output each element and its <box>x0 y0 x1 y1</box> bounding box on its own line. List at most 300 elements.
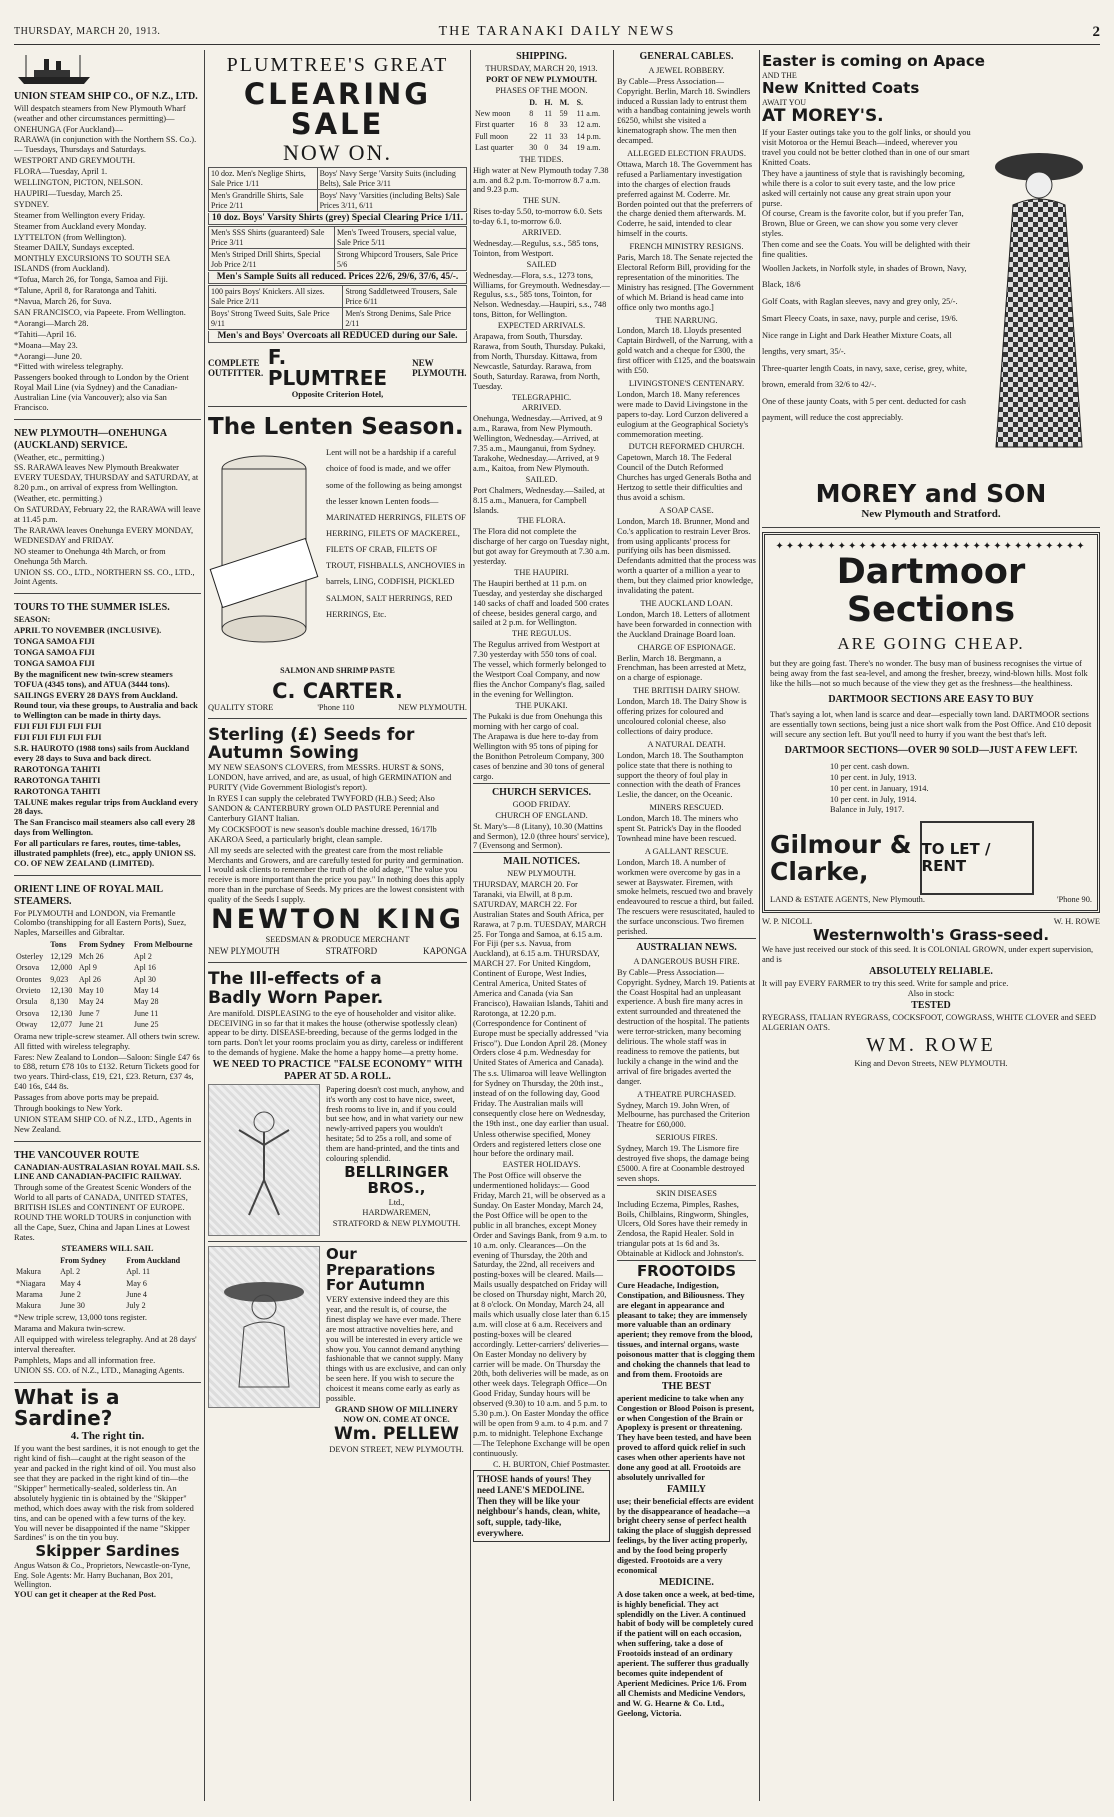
jar-label: SALMON AND SHRIMP PASTE <box>280 666 395 676</box>
plumtree-wide-3: Men's and Boys' Overcoats all REDUCED during our Sale. <box>208 331 467 343</box>
shipping-date: THURSDAY, MARCH 20, 1913. <box>485 63 598 73</box>
column-display-ads <box>762 50 1100 1801</box>
paper-practice: WE NEED TO PRACTICE "FALSE ECONOMY" WITH PAPER AT 5D. A ROLL. <box>212 1059 463 1082</box>
cable-heading: CHARGE OF ESPIONAGE. <box>637 642 736 652</box>
table-cell: Men's Grandrille Shirts, Sale Price 2/11 <box>209 190 318 212</box>
rowe-left: W. P. NICOLL <box>762 917 812 927</box>
column-shipping-ads <box>14 50 201 1801</box>
list-line: *Navua, March 26, for Suva. <box>14 297 112 307</box>
cable-heading: THE NARRUNG. <box>655 315 718 325</box>
table-row <box>14 974 201 985</box>
bellringer-name: BELLRINGER BROS., <box>344 1163 449 1197</box>
table-cell: May 14 <box>133 985 159 995</box>
easter-heading: EASTER HOLIDAYS. <box>502 1160 581 1170</box>
table-row <box>14 1266 201 1277</box>
gilmour-phone: 'Phone 90. <box>1056 895 1092 905</box>
morey-t1: Easter is coming on Apace <box>762 52 985 70</box>
table-row <box>209 308 467 330</box>
cables-heading: GENERAL CABLES. <box>639 51 734 62</box>
column-shipping-news <box>473 50 610 1801</box>
table-cell: 33 <box>559 131 568 141</box>
list-line: SAILINGS EVERY 28 DAYS from Auckland. <box>14 690 178 700</box>
morey-p4: Then come and see the Coats. You will be delighted with their fine qualities. <box>762 240 971 260</box>
paperhanger-icon <box>224 1100 304 1220</box>
ulimaroa-note: The s.s. Ulimaroa will leave Wellington for Sydney on Thursday, the 20th inst., instead of on the following day, Good Friday. The Australian mails will consequently close here on Wednesday, the 19th inst., one day earlier than usual. <box>473 1069 609 1128</box>
onehunga-service-ad <box>14 424 201 594</box>
now-on: NOW ON. <box>283 140 392 166</box>
table-cell: June 25 <box>133 1020 159 1030</box>
telegraphic-heading: TELEGRAPHIC. <box>511 392 572 402</box>
sterling-p2: In RYES I can supply the celebrated TWYFORD (H.B.) Seed; Also SANDON & CANTERBURY grown OLD PASTURE Perennial and Canterbury GIANT Italian. <box>208 794 439 823</box>
mail-body: THURSDAY, MARCH 20. For Taranaki, via Elwill, at 8 p.m. SATURDAY, MARCH 22. For Australian States and South Africa, per Rarawa, at 7 p.m. TUESDAY, MARCH 25. For Tonga and Samoa, at 6.15 a.m. For Fiji (per s.s. Navua, from Auckland), at 6.15 a.m. THURSDAY, MARCH 27. For United Kingdom, Continent of Europe, West Indies, Central America, United States of America and Canada (via San Francisco), Hawaiian Islands, Tahiti and Rarotonga, at 12.20 p.m. (Correspondence for Continent of Europe must be specially addressed "via Frisco"). Due London April 28. (Money Orders close 4 p.m. Wednesday for United States of America and Canada). <box>473 880 609 1068</box>
header-date: THURSDAY, MARCH 20, 1913. <box>14 26 161 37</box>
list-line: Golf Coats, with Raglan sleeves, navy and grey only, 25/-. <box>762 296 958 306</box>
table-cell: 19 a.m. <box>576 143 601 153</box>
plumtree-address: Opposite Criterion Hotel, <box>291 390 384 400</box>
newton-king-trade: SEEDSMAN & PRODUCE MERCHANT <box>265 935 410 945</box>
table-row <box>14 1019 201 1030</box>
orient-intro: For PLYMOUTH and LONDON, via Fremantle Colombo (transhipping for all Eastern Ports), Suez, Naples, Marseilles and Gibraltar. <box>14 908 187 938</box>
list-line: *Aorangi—June 20. <box>14 351 82 361</box>
table-cell: Apl 9 <box>78 963 97 973</box>
sterling-title: Sterling (£) Seeds for Autumn Sowing <box>208 724 415 763</box>
rowe-addr: King and Devon Streets, NEW PLYMOUTH. <box>854 1058 1008 1068</box>
paper-title: The Ill-effects of a <box>208 968 382 989</box>
star-border: ✦✦✦✦✦✦✦✦✦✦✦✦✦✦✦✦✦✦✦✦✦✦✦✦✦✦✦✦✦✦ <box>775 541 1087 553</box>
cable-heading: ALLEGED ELECTION FRAUDS. <box>627 149 746 159</box>
orient-table-body <box>14 951 201 1031</box>
vancouver-route-ad <box>14 1146 201 1384</box>
plumtree-table-1 <box>208 167 467 212</box>
table-row <box>209 249 467 271</box>
lady-in-coat-icon <box>978 127 1100 477</box>
list-line: FIJI FIJI FIJI FIJI FIJI <box>14 722 102 732</box>
list-line: LYTTELTON (from Wellington). <box>14 232 127 242</box>
list-line: RAROTONGA TAHITI <box>14 764 101 774</box>
table-row <box>14 996 201 1007</box>
header-rule <box>14 44 1100 45</box>
table-row <box>209 190 467 212</box>
table-cell: Osterley <box>16 951 44 961</box>
list-line: 10 per cent. in January, 1914. <box>830 783 929 793</box>
frootoids-p4: A dose taken once a week, at bed-time, is highly beneficial. They act splendidly on the Liver. A continued habit of body will be completely cured if the patient will on each occasion, when suffering, take a dose of Frootoids instead of an ordinary aperient. The sufferer thus gradually becomes quite independent of Aperient Medicines. Price 1/6. From all Chemists and Medicine Vendors, and W. G. Hearne & Co. Ltd., Geelong, Victoria. <box>617 1589 755 1718</box>
table-row <box>209 227 467 249</box>
frootoids-p3: use; their beneficial effects are evident by the disappearance of headache—a bright cheery sense of perfect health taking the place of sluggish depressed feelings, by the liver acting properly, and by the food being properly digested. Frootoids are a very economical <box>617 1496 754 1575</box>
column-divider <box>470 50 471 1801</box>
mail-place: NEW PLYMOUTH. <box>507 869 576 879</box>
vancouver-sail-head: STEAMERS WILL SAIL <box>61 1243 154 1253</box>
dartmoor-p2: That's saying a lot, when land is scarce and dear—especially town land. DARTMOOR sections are essentially town sections, being just a nice short walk from the Post Office. And £10 deposit will secure any section left. But you'll need to hurry if you want the best that's left. <box>770 710 1092 740</box>
table-row <box>14 962 201 973</box>
skipper-brand: Skipper Sardines <box>35 1542 180 1561</box>
australian-heading: AUSTRALIAN NEWS. <box>617 938 756 954</box>
table-header-cell: Tons <box>50 940 67 950</box>
table-row <box>14 1289 201 1300</box>
bellringer-addr: STRATFORD & NEW PLYMOUTH. <box>332 1219 461 1229</box>
vancouver-table-head <box>14 1255 201 1266</box>
paperhanger-illustration <box>208 1084 320 1236</box>
list-line: Three-quarter length Coats, in navy, saxe, cerise, grey, white, brown, emerald from 32/6 to 42/-. <box>762 363 967 389</box>
table-row <box>14 1278 201 1289</box>
knitted-coat-illustration <box>978 127 1100 477</box>
list-line: Orama new triple-screw steamer. All others twin screw. All fitted with wireless telegraphy. <box>14 1031 200 1051</box>
good-friday: GOOD FRIDAY. <box>512 799 571 809</box>
list-line: FLORA—Tuesday, April 1. <box>14 167 108 177</box>
table-cell: 59 <box>559 108 568 118</box>
list-line: HAUPIRI—Tuesday, March 25. <box>14 188 123 198</box>
cable-body: London, March 18. Brunner, Mond and Co.'s application to restrain Lever Bros. from using applicants' process for purifying oils has been dismissed. Defendants admitted that the process was worth a quarter of a million a year to them, but they claimed prior knowledge, invalidating the patent. <box>617 516 756 596</box>
expected-heading: EXPECTED ARRIVALS. <box>497 321 586 331</box>
table-cell: July 2 <box>126 1301 146 1311</box>
paste-jar-illustration <box>208 443 320 665</box>
haupiri-heading: THE HAUPIRI. <box>514 567 569 577</box>
sailed-body: Wednesday.—Flora, s.s., 1273 tons, Williams, for Greymouth. Wednesday.—Regulus, s.s., 585 tons, Tointon, for Nelson. Wednesday.—Haupiri, s.s., 748 tons, Bitton, for Wellington. <box>473 270 610 320</box>
list-line: For all particulars re fares, routes, time-tables, illustrated pamphlets (free), etc., apply UNION SS. CO. OF NEW ZEALAND (LIMITED). <box>14 839 196 868</box>
table-cell: Men's Strong Denims, Sale Price 2/11 <box>343 308 467 330</box>
sardine-body: If you want the best sardines, it is not enough to get the right kind of fish—caught at the right season of the year and packed in the right kind of oil. You must also see that they are packed in the right kind of tin—the "Skipper" hermetically-sealed, solderless tin. An absolutely hygienic tin is obtained by the "Skipper" method, which does away with the risk from soldered tins, and can be opened with a few turns of the key. You will never be disappointed if the name "Skipper Sardines" is on the tin you buy. <box>14 1444 200 1543</box>
rowe-p2: It will pay EVERY FARMER to try this seed. Write for sample and price. <box>762 978 1009 988</box>
table-cell: May 28 <box>133 997 159 1007</box>
list-line: APRIL TO NOVEMBER (INCLUSIVE). <box>14 626 162 636</box>
flora-heading: THE FLORA. <box>517 516 566 526</box>
list-line: UNION STEAM SHIP CO. of N.Z., LTD., Agents in New Zealand. <box>14 1114 192 1134</box>
easter-body: The Post Office will observe the undermentioned holidays:— Good Friday, March 21, will be observed as a Sunday. On Easter Monday, March 24, the Post Office will be open to the public in all branches, except Money Order and Savings Bank, from 9 a.m. to 10 a.m. only. Clearances—On the evening of Thursday, the 20th and Saturday, the 22nd, all receivers and posting-boxes will be cleared. Mails—Mails usually despatched on Friday will be closed on Thursday night, March 20, at 8 o'clock. On Monday, March 24, all mails which usually close later than 6.15 a.m. will close at 6 a.m. Receivers and posting-boxes will be cleared accordingly. Letter-carriers' deliveries—On Easter Monday no delivery by carrier will be made. On Thursday the 20th, both deliveries will be made, as on other week days. Telegraph Office—On Good Friday, Sunday hours will be observed (9.30) to 10 a.m. and 5 p.m. to 5.30 p.m.). On Easter Monday the office will be open from 9 a.m. to 4 p.m. and 7 p.m. to midnight. Telephone Exchange—The Telephone Exchange will be open continuously. <box>473 1171 610 1458</box>
frootoids-p2: aperient medicine to take when any Congestion or Blood Poison is present, or when Congestion of the Brain or Apoplexy is present or threatening. They have been tested, and have been proved to afford quick relief in such cases when other aperients have not done any good at all. Frootoids are absolutely unrivalled for <box>617 1393 754 1482</box>
rowe-stock: Also in stock: <box>907 989 955 999</box>
list-line: Fares: New Zealand to London—Saloon: Single £47 6s to £88, return £78 10s to £132. Return Tickets good for two years. Third-class, £19, £21, £23. Return, £37 4s, £40 16s, £44 8s. <box>14 1052 200 1092</box>
pukaki-heading: THE PUKAKI. <box>515 700 568 710</box>
table-row <box>14 985 201 996</box>
gilmour-name-1: Gilmour & <box>770 829 912 859</box>
morey-ad <box>762 50 1100 528</box>
list-line: *Aorangi—March 28. <box>14 318 89 328</box>
table-cell: June 30 <box>60 1301 85 1311</box>
inline-item: KAPONGA <box>422 946 467 957</box>
church-heading: CHURCH SERVICES. <box>473 783 610 799</box>
sardine-agents: Angus Watson & Co., Proprietors, Newcastle-on-Tyne, Eng. Sole Agents: Mr. Harry Buchanan, Box 201, Wellington. <box>14 1561 191 1590</box>
list-line: (Weather, etc., permitting.) <box>14 452 105 462</box>
table-cell: 12,077 <box>50 1020 73 1030</box>
table-cell: Apl 16 <box>133 963 156 973</box>
list-line: Round tour, via these groups, to Australia and back to Wellington can be made in thirty days. <box>14 701 198 721</box>
frootoids-medicine: MEDICINE. <box>659 1576 714 1588</box>
list-line: One of these jaunty Coats, with 5 per cent. deducted for cash payment, will reduce the cost appreciably. <box>762 396 966 422</box>
table-cell: Orsula <box>16 997 38 1007</box>
carter-left: QUALITY STORE <box>208 702 274 712</box>
column-cables <box>617 50 756 1801</box>
list-line: 10 per cent. in July, 1913. <box>830 772 917 782</box>
moon-table-body <box>473 108 610 154</box>
rowe-ad <box>762 917 1100 1068</box>
table-header-cell: From Auckland <box>126 1255 181 1265</box>
rent-house-sign: TO LET / RENT <box>920 821 1034 895</box>
rowe-right: W. H. ROWE <box>1053 917 1100 927</box>
clearing-sale: CLEARING SALE <box>243 76 432 142</box>
plumtree-footer <box>208 347 467 389</box>
table-cell: 12,130 <box>50 1008 73 1018</box>
list-line: (Weather, etc. permitting.) <box>14 494 103 504</box>
cable-body: Sydney, March 19. John Wren, of Melbourne, has purchased the Criterion Theatre for £60,000. <box>617 1100 750 1130</box>
list-line: 10 per cent. cash down. <box>830 761 910 771</box>
dartmoor-terms <box>770 762 1092 816</box>
cable-heading: A NATURAL DEATH. <box>647 739 726 749</box>
islands-tours-ad <box>14 598 201 876</box>
sardine-ad <box>14 1387 201 1600</box>
arrived-body: Wednesday.—Regulus, s.s., 585 tons, Tointon, from Westport. <box>473 238 599 258</box>
table-row <box>209 286 467 308</box>
list-line: TONGA SAMOA FIJI <box>14 636 95 646</box>
table-cell: 9,023 <box>50 974 69 984</box>
vancouver-table-body <box>14 1266 201 1312</box>
list-line: RAROTONGA TAHITI <box>14 786 101 796</box>
table-cell: 100 pairs Boys' Knickers. All sizes. Sale Price 2/11 <box>209 286 343 308</box>
list-line: WESTPORT AND GREYMOUTH. <box>14 156 136 166</box>
autumn-show: GRAND SHOW OF MILLINERY NOW ON. COME AT ONCE. <box>334 1404 459 1424</box>
plumtree-wide-2: Men's Sample Suits all reduced. Prices 22/6, 29/6, 37/6, 45/-. <box>208 272 467 284</box>
plumtree-ad <box>208 50 467 407</box>
list-line: WELLINGTON, PICTON, NELSON. <box>14 178 143 188</box>
page-number: 2 <box>1092 24 1100 40</box>
frootoids-family: FAMILY <box>667 1483 706 1495</box>
list-line: On SATURDAY, February 22, the RARAWA will leave at 11.45 p.m. <box>14 505 201 525</box>
table-cell: June 7 <box>78 1008 100 1018</box>
table-cell: Men's SSS Shirts (guaranteed) Sale Price 3/11 <box>209 227 335 249</box>
table-cell: Otway <box>16 1020 38 1030</box>
table-cell: 12,130 <box>50 985 73 995</box>
table-cell: 8 <box>544 120 549 130</box>
sardine-title: What is a Sardine? <box>14 1385 120 1431</box>
frootoids-title: FROOTOIDS <box>636 1262 737 1281</box>
table-row <box>14 1008 201 1019</box>
list-line: *Fitted with wireless telegraphy. <box>14 362 124 372</box>
table-cell: Last quarter <box>475 143 514 153</box>
list-line: By the magnificent new twin-screw steamers TOFUA (4345 tons), and ATUA (3444 tons). <box>14 669 173 689</box>
plumtree-right: NEW PLYMOUTH. <box>412 357 467 379</box>
rowe-p1: We have just received our stock of this seed. It is COLONIAL GROWN, under expert supervision, and is <box>762 944 1094 964</box>
dartmoor-ad <box>762 532 1100 913</box>
masthead: THE TARANAKI DAILY NEWS <box>438 24 676 39</box>
union-lines <box>14 125 201 413</box>
list-line: Woollen Jackets, in Norfolk style, in shades of Brown, Navy, Black, 18/6 <box>762 264 967 289</box>
sterling-p4: All my seeds are selected with the greatest care from the most reliable Merchants and Growers, and are carefully tested for purity and germination. I would ask clients to remember the truth of the old adage, "The value you receive is more important than the price you pay." In nothing does this apply more than in the purchase of Seeds. My prices are the lowest consistent with quality of the Seeds I supply. <box>208 845 465 905</box>
table-cell: May 4 <box>60 1278 81 1288</box>
list-line: UNION SS. CO. of N.Z., LTD., Managing Agents. <box>14 1366 185 1376</box>
table-row <box>473 108 610 119</box>
list-line: Marama and Makura twin-screw. <box>14 1323 126 1333</box>
table-cell: *Niagara <box>16 1278 46 1288</box>
list-line: Steamer from Wellington every Friday. <box>14 210 145 220</box>
list-line: SAN FRANCISCO, via Papeete. From Wellington. <box>14 307 186 317</box>
union-steamship-ad <box>14 50 201 420</box>
cable-heading: DUTCH REFORMED CHURCH. <box>628 442 745 452</box>
dartmoor-t3: ARE GOING CHEAP. <box>837 633 1025 653</box>
islands-lines <box>14 615 201 869</box>
table-cell: 16 <box>529 120 538 130</box>
list-line: Smart Fleecy Coats, in saxe, navy, purple and cerise, 19/6. <box>762 313 958 323</box>
list-line: Through bookings to New York. <box>14 1104 123 1114</box>
orient-table <box>14 939 201 1031</box>
table-row <box>209 168 467 190</box>
dartmoor-t2: Sections <box>846 589 1016 630</box>
table-cell: 12 a.m. <box>576 120 601 130</box>
paste-jar-icon <box>208 443 320 665</box>
unless-note: Unless otherwise specified, Money Orders and registered letters close one hour before the ordinary mail. <box>473 1129 602 1159</box>
orient-line-ad <box>14 880 201 1142</box>
morey-and: AND THE <box>762 70 797 80</box>
cable-heading: MINERS RESCUED. <box>649 803 724 813</box>
plumtree-table-3 <box>208 285 467 330</box>
cable-body: London, March 18. Lloyds presented Captain Birdwell, of the Narrung, with a gold watch and a cheque for £300, the first officer with £125, and the boatswain with £50. <box>617 326 756 376</box>
cable-heading: LIVINGSTONE'S CENTENARY. <box>628 378 745 388</box>
list-line: RARAWA (in conjunction with the Northern SS. Co.). — Tuesdays, Thursdays and Saturdays. <box>14 135 197 155</box>
table-cell: 34 <box>559 143 568 153</box>
table-cell: 11 <box>544 108 552 118</box>
cable-heading: THE AUCKLAND LOAN. <box>640 599 733 609</box>
union-title: UNION STEAM SHIP CO., OF N.Z., LTD. <box>14 90 198 102</box>
table-cell: 14 p.m. <box>576 131 601 141</box>
list-line: SS. RARAWA leaves New Plymouth Breakwater EVERY TUESDAY, THURSDAY and SATURDAY, at 8.20 p.m., on arrival of express from Wellington. <box>14 463 199 493</box>
mail-heading: MAIL NOTICES. <box>473 852 610 868</box>
vancouver-tail <box>14 1313 201 1376</box>
port-heading: PORT OF NEW PLYMOUTH. <box>486 74 597 84</box>
table-cell: Marama <box>16 1290 43 1300</box>
wallpaper-ad <box>208 967 467 1242</box>
moon-heading: PHASES OF THE MOON. <box>495 85 588 95</box>
table-cell: Strong Whipcord Trousers, Sale Price 5/6 <box>335 249 467 271</box>
list-line: SEASON: <box>14 615 51 625</box>
list-line: 10 per cent. in July, 1914. <box>830 794 917 804</box>
bellringer-trade: HARDWAREMEN, <box>362 1208 431 1218</box>
table-cell: Mch 26 <box>78 951 104 961</box>
lenten-body: Lent will not be a hardship if a careful choice of food is made, and we offer some of the following as being amongst the lesser known Lenten foods—MARINATED HERRINGS, FILETS OF HERRING, FILETS OF MACKEREL, FILETS OF CRAB, FILETS OF TROUT, FISHBALLS, ANCHOVIES in barrels, LING, CODFISH, PICKLED SALMON, SALT HERRINGS, RED HERRINGS, Etc. <box>326 447 466 619</box>
cable-heading: A THEATRE PURCHASED. <box>637 1089 736 1099</box>
table-cell: May 10 <box>78 985 104 995</box>
vancouver-lines <box>14 1183 201 1242</box>
table-cell: Apl. 11 <box>126 1267 150 1277</box>
skin-body: Including Eczema, Pimples, Rashes, Boils, Chilblains, Ringworm, Shingles, Ulcers, Old Sores have their remedy in Zendosa, the Rapid Healer. Sold in triangular pots at 1s 6d and 3s. Obtainable at Kidlock and Johnston's. <box>617 1199 749 1259</box>
cable-body: London, March 18. The miners who spent St. Patrick's Day in the flooded Townhead mine have been rescued. <box>617 814 742 843</box>
list-line: FIJI FIJI FIJI FIJI FIJI <box>14 733 102 743</box>
table-row <box>14 951 201 962</box>
morey-p2: They have a jauntiness of style that is ravishingly becoming, while there is a color to suit every taste, and the low price asked will certainly not cause any great strain upon your purse. <box>762 168 965 208</box>
table-cell: Full moon <box>475 131 509 141</box>
sun-heading: THE SUN. <box>522 196 561 206</box>
cable-heading: A GALLANT RESCUE. <box>644 846 729 856</box>
table-cell: 10 doz. Men's Neglige Shirts, Sale Price 1/11 <box>209 168 318 190</box>
table-header-cell: From Sydney <box>60 1255 107 1265</box>
table-cell: New moon <box>475 108 511 118</box>
plumtree-name: F. PLUMTREE <box>267 345 388 391</box>
table-cell: Apl 30 <box>133 974 156 984</box>
cable-body: By Cable—Press Association—Copyright. Berlin, March 18. Swindlers induced a Russian lady to entrust them with a handbag containing jewels worth £6250, whilst she visited a kinematograph show. The men then decamped. <box>617 76 751 146</box>
orient-table-head <box>14 939 201 950</box>
cable-heading: A SOAP CASE. <box>659 505 714 515</box>
list-line: SYDNEY. <box>14 199 49 209</box>
list-line: *Talune, April 8, for Raratonga and Tahiti. <box>14 286 157 296</box>
list-line: *Tofua, March 26, for Tonga, Samoa and Fiji. <box>14 275 168 285</box>
cable-heading: FRENCH MINISTRY RESIGNS. <box>629 242 744 252</box>
orient-lines <box>14 1032 201 1135</box>
arrived2-heading: ARRIVED. <box>521 403 562 413</box>
carter-phone: 'Phone 110 <box>317 702 355 712</box>
newton-king-name: NEWTON KING <box>211 904 464 936</box>
morey-t2: New Knitted Coats <box>762 79 920 98</box>
table-cell: Orvieto <box>16 985 41 995</box>
table-cell: Orontes <box>16 974 42 984</box>
sun-body: Rises to-day 5.50, to-morrow 6.0. Sets to-day 6.1, to-morrow 6.0. <box>473 207 603 227</box>
cable-heading: A JEWEL ROBBERY. <box>648 65 725 75</box>
table-cell: Apl 2 <box>133 951 152 961</box>
table-header-cell: From Sydney <box>78 940 125 950</box>
morey-p3: Of course, Cream is the favorite color, but if you prefer Tan, Brown, Blue or Green, we can show you some very clever styles. <box>762 209 964 239</box>
cable-body: Capetown, March 18. The Federal Council of the Dutch Reformed Churches has urged Generals Botha and Hertzog to settle their difficulties and thus avoid a schism. <box>617 453 752 502</box>
paper-title-2: Badly Worn Paper. <box>208 987 384 1008</box>
lanes-medoline-ad: THOSE hands of yours! They need LANE'S MEDOLINE. Then they will be like your neighbour's hands, clean, white, soft, supple, tady-like, everywhere. <box>473 1470 610 1542</box>
cable-body: Berlin, March 18. Bergmann, a Frenchman, has been arrested at Metz, on a charge of espionage. <box>617 653 747 683</box>
expected-body: Arapawa, from South, Thursday. Rarawa, from South, Thursday. Pukaki, from North, Thursday. Kittawa, from Newcastle, Saturday. Rarawa, from South, Saturday. Rarawa, from North, Tuesday. <box>473 332 606 391</box>
rowe-title: Westernwolth's Grass-seed. <box>812 926 1050 945</box>
table-cell: May 6 <box>126 1278 147 1288</box>
morey-towns: New Plymouth and Stratford. <box>861 508 1001 521</box>
table-cell: Men's Striped Drill Shirts, Special Job Price 2/11 <box>209 249 335 271</box>
tides-heading: THE TIDES. <box>519 154 564 164</box>
table-cell: 11 <box>544 131 552 141</box>
list-line: S.R. HAUROTO (1988 tons) sails from Auckland every 28 days to Suva and back direct. <box>14 744 190 763</box>
cable-body: Ottawa, March 18. The Government has refused a Parliamentary investigation into the charges of election frauds preferred against M. Coderre. Mr. Borden pointed out that the preferrers of the charge denied them afterwards. M. Coderre, he said, intended to clear himself in the courts. <box>617 159 753 239</box>
carter-right: NEW PLYMOUTH. <box>398 702 467 712</box>
cable-heading: SERIOUS FIRES. <box>655 1133 718 1143</box>
dartmoor-easy: DARTMOOR SECTIONS ARE EASY TO BUY <box>828 693 1034 705</box>
dartmoor-t1: Dartmoor <box>836 552 1026 593</box>
regulus-body: The Regulus arrived from Westport at 7.30 yesterday with 550 tons of coal. The vessel, which formerly belonged to the Westport Coal Company, and now flies the Anchor Company's flag, sailed in the evening for Wellington. <box>473 640 607 699</box>
plumtree-title: PLUMTREE'S GREAT <box>226 54 449 76</box>
cable-body: London, March 18. Letters of allotment have been forwarded in connection with the Auckland Drainage Board loan. <box>617 609 752 639</box>
rowe-reliable: ABSOLUTELY RELIABLE. <box>869 965 993 977</box>
steamship-icon <box>14 53 94 87</box>
table-cell: 22 <box>529 131 538 141</box>
flora-body: The Flora did not complete the discharge of her cargo on Tuesday night, but got away for Greymouth at 7.30 a.m. yesterday. <box>473 527 610 567</box>
table-cell: Strong Saddletweed Trousers, Sale Price 6/11 <box>343 286 467 308</box>
list-line: NO steamer to Onehunga 4th March, or from Onehunga 5th March. <box>14 546 166 566</box>
table-cell: Makura <box>16 1301 41 1311</box>
table-cell: Orsova <box>16 963 40 973</box>
table-cell: Boys' Navy 'Varsities (including Belts) Sale Prices 3/11, 6/11 <box>317 190 466 212</box>
cable-body: By Cable—Press Association—Copyright. Sydney, March 19. Patients at the Coast Hospital had an unpleasant experience. A bush fire many acres in extent surrounded and threatened the destruction of the hospital. The patients were terror-stricken, many becoming delirious. The whole staff was in readiness to remove the patients, but luckily a change in the wind and the arrival of fire brigades averted the danger. <box>617 967 756 1086</box>
plumtree-table-2 <box>208 226 467 271</box>
lenten-ad <box>208 411 467 719</box>
column-divider <box>759 50 760 1801</box>
plumtree-left: COMPLETE OUTFITTER. <box>208 357 264 379</box>
table-header-cell: From Melbourne <box>133 940 193 950</box>
table-cell: 30 <box>529 143 538 153</box>
list-line: Pamphlets, Maps and all information free. <box>14 1355 156 1365</box>
list-line: ONEHUNGA (For Auckland)— <box>14 124 123 134</box>
column-retail-ads <box>208 50 467 1801</box>
sailed-heading: SAILED <box>526 259 557 269</box>
table-cell: Makura <box>16 1267 41 1277</box>
sardine-foot: YOU can get it cheaper at the Red Post. <box>14 1590 156 1600</box>
table-cell: 0 <box>544 143 549 153</box>
list-line: Steamer DAILY, Sundays excepted. <box>14 243 135 253</box>
cable-body: London, March 18. The Dairy Show is offering prizes for coloured and uncoloured colonial cheese, also collections of dairy produce. <box>617 697 747 736</box>
rowe-tested: TESTED <box>911 1000 951 1012</box>
table-cell: 8 <box>529 108 534 118</box>
frootoids-p1: Cure Headache, Indigestion, Constipation, and Biliousness. They are elegant in appearance and pleasant to take; they are immensely more valuable than an ordinary aperient; they remove from the blood, tissues, and internal organs, waste poisonous matter that is clogging them and choking the channels that lead to and from them. Frootoids are <box>617 1280 755 1379</box>
table-header-cell: H. <box>544 97 553 107</box>
sterling-seeds-ad <box>208 723 467 963</box>
arapawa-note: The Arapawa is due here to-day from Wellington with 95 tons of piping for the Bonithon Petroleum Company, 300 cases of benzine and 30 tons of general cargo. <box>473 732 605 782</box>
list-line: Nice range in Light and Dark Heather Mixture Coats, all lengths, very smart, 35/-. <box>762 330 952 356</box>
